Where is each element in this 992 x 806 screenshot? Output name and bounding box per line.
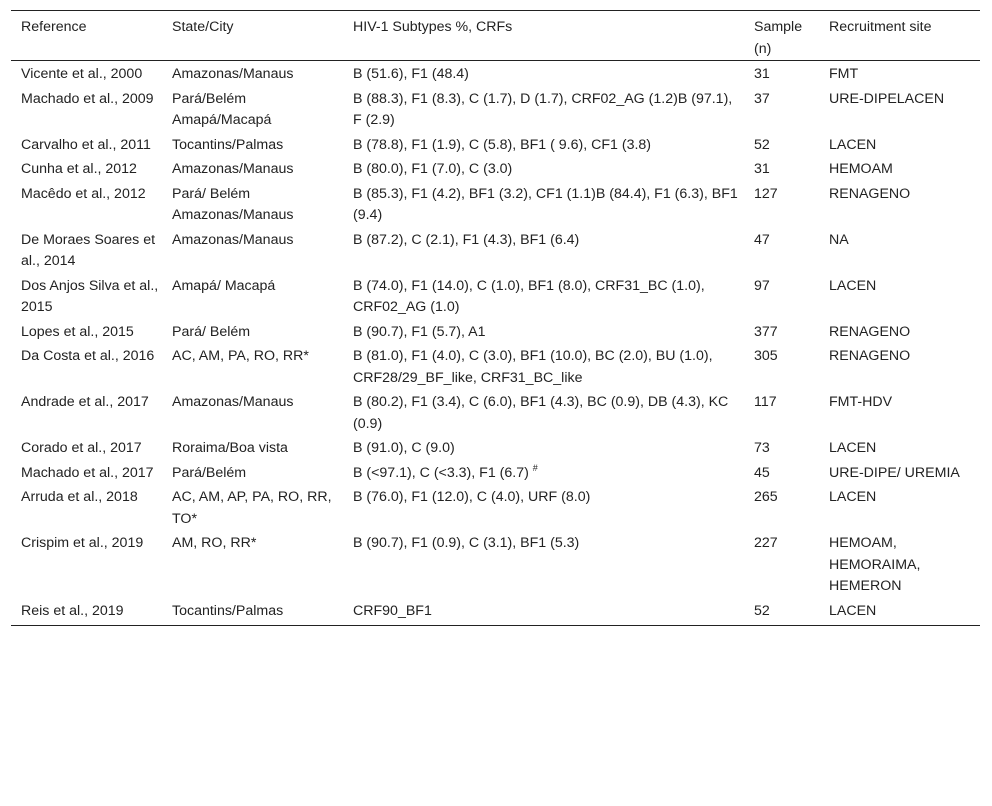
table-row	[11, 61, 980, 86]
table-row	[11, 460, 980, 485]
recruitment-site-cell	[819, 530, 980, 598]
reference-cell	[11, 460, 162, 485]
reference-cell	[11, 484, 162, 530]
reference-cell-text: Machado et al., 2017	[21, 464, 154, 481]
state-city-cell	[162, 598, 343, 626]
reference-cell	[11, 227, 162, 273]
state-city-cell-text: AC, AM, PA, RO, RR*	[172, 348, 309, 364]
sample-cell	[744, 227, 819, 273]
subtypes-cell-text: B (74.0), F1 (14.0), C (1.0), BF1 (8.0), CRF31_BC (1.0), CRF02_AG (1.0)	[353, 277, 705, 315]
header-subtypes: HIV-1 Subtypes %, CRFs	[343, 11, 744, 61]
subtypes-cell-text: B (85.3), F1 (4.2), BF1 (3.2), CF1 (1.1)B (84.4), F1 (6.3), BF1 (9.4)	[353, 185, 738, 223]
table-row	[11, 273, 980, 319]
recruitment-site-cell	[819, 61, 980, 86]
state-city-cell	[162, 389, 343, 435]
recruitment-site-cell-text: URE-DIPE/ UREMIA	[829, 464, 960, 481]
hiv-subtypes-table	[11, 10, 980, 626]
state-city-cell	[162, 227, 343, 273]
sample-cell-text: 52	[754, 136, 770, 153]
reference-cell-text: Dos Anjos Silva et al., 2015	[21, 277, 159, 315]
sample-cell	[744, 343, 819, 389]
recruitment-site-cell-text: FMT-HDV	[829, 394, 893, 410]
recruitment-site-cell	[819, 227, 980, 273]
subtypes-cell-text: B (80.0), F1 (7.0), C (3.0)	[353, 161, 513, 177]
subtypes-cell-text: B (80.2), F1 (3.4), C (6.0), BF1 (4.3), BC (0.9), DB (4.3), KC (0.9)	[353, 394, 729, 432]
sample-cell	[744, 530, 819, 598]
recruitment-site-cell	[819, 460, 980, 485]
table-row	[11, 598, 980, 626]
subtypes-cell	[343, 598, 744, 626]
state-city-cell-text: Pará/ Belém	[172, 323, 251, 340]
subtypes-cell-text: CRF90_BF1	[353, 602, 432, 619]
subtypes-cell	[343, 484, 744, 530]
state-city-cell	[162, 319, 343, 344]
reference-cell	[11, 273, 162, 319]
subtypes-cell	[343, 156, 744, 181]
subtypes-cell	[343, 435, 744, 460]
subtypes-cell-text: B (81.0), F1 (4.0), C (3.0), BF1 (10.0), BC (2.0), BU (1.0), CRF28/29_BF_like, CRF31_BC_like	[353, 348, 713, 386]
state-city-cell	[162, 343, 343, 389]
recruitment-site-cell	[819, 319, 980, 344]
subtypes-cell-text: B (78.8), F1 (1.9), C (5.8), BF1 ( 9.6), CF1 (3.8)	[353, 136, 652, 153]
subtypes-cell	[343, 86, 744, 132]
state-city-cell	[162, 484, 343, 530]
reference-cell-text: Reis et al., 2019	[21, 602, 124, 619]
state-city-cell-text: Amazonas/Manaus	[172, 394, 294, 410]
sample-cell	[744, 132, 819, 157]
footnote-marker: #	[532, 462, 538, 473]
reference-cell-text: Crispim et al., 2019	[21, 535, 144, 551]
subtypes-cell	[343, 343, 744, 389]
subtypes-cell	[343, 389, 744, 435]
table-row	[11, 86, 980, 132]
reference-cell	[11, 343, 162, 389]
reference-cell-text: Machado et al., 2009	[21, 90, 154, 107]
subtypes-cell	[343, 273, 744, 319]
recruitment-site-cell-text: HEMOAM, HEMORAIMA, HEMERON	[829, 535, 921, 594]
state-city-cell-text: Pará/Belém Amapá/Macapá	[172, 90, 272, 128]
table-row	[11, 389, 980, 435]
state-city-cell-text: Tocantins/Palmas	[172, 602, 284, 619]
state-city-cell	[162, 181, 343, 227]
sample-cell-text: 227	[754, 535, 778, 551]
recruitment-site-cell	[819, 484, 980, 530]
recruitment-site-cell	[819, 435, 980, 460]
subtypes-cell-text: B (90.7), F1 (5.7), A1	[353, 323, 486, 340]
recruitment-site-cell-text: RENAGENO	[829, 323, 911, 340]
state-city-cell	[162, 61, 343, 86]
reference-cell	[11, 61, 162, 86]
recruitment-site-cell	[819, 181, 980, 227]
recruitment-site-cell-text: RENAGENO	[829, 348, 911, 364]
state-city-cell-text: Tocantins/Palmas	[172, 136, 284, 153]
reference-cell	[11, 156, 162, 181]
sample-cell-text: 117	[754, 394, 777, 410]
recruitment-site-cell-text: FMT	[829, 66, 859, 82]
subtypes-cell	[343, 319, 744, 344]
sample-cell-text: 265	[754, 489, 778, 505]
recruitment-site-cell-text: HEMOAM	[829, 161, 893, 177]
recruitment-site-cell	[819, 389, 980, 435]
table-row	[11, 484, 980, 530]
sample-cell-text: 31	[754, 66, 770, 82]
subtypes-cell-text: B (91.0), C (9.0)	[353, 440, 455, 456]
reference-cell	[11, 435, 162, 460]
state-city-cell-text: AM, RO, RR*	[172, 535, 257, 551]
sample-cell-text: 47	[754, 231, 770, 248]
recruitment-site-cell-text: URE-DIPELACEN	[829, 90, 945, 107]
recruitment-site-cell-text: LACEN	[829, 440, 877, 456]
state-city-cell-text: Pará/Belém	[172, 464, 247, 481]
reference-cell-text: Arruda et al., 2018	[21, 489, 138, 505]
state-city-cell	[162, 460, 343, 485]
subtypes-cell	[343, 227, 744, 273]
reference-cell	[11, 132, 162, 157]
sample-cell	[744, 156, 819, 181]
subtypes-cell	[343, 460, 744, 485]
header-reference: Reference	[11, 11, 162, 61]
table-row	[11, 181, 980, 227]
table-row	[11, 530, 980, 598]
reference-cell	[11, 181, 162, 227]
recruitment-site-cell-text: LACEN	[829, 277, 877, 294]
sample-cell	[744, 181, 819, 227]
header-row	[11, 11, 980, 61]
sample-cell-text: 377	[754, 323, 778, 340]
reference-cell-text: Carvalho et al., 2011	[21, 136, 151, 153]
reference-cell-text: Andrade et al., 2017	[21, 394, 149, 410]
reference-cell-text: Corado et al., 2017	[21, 440, 142, 456]
state-city-cell-text: Roraima/Boa vista	[172, 440, 288, 456]
table-row	[11, 343, 980, 389]
state-city-cell	[162, 435, 343, 460]
recruitment-site-cell	[819, 132, 980, 157]
table-row	[11, 435, 980, 460]
state-city-cell	[162, 530, 343, 598]
recruitment-site-cell	[819, 343, 980, 389]
state-city-cell	[162, 86, 343, 132]
recruitment-site-cell-text: NA	[829, 231, 849, 248]
header-sample: Sample (n)	[744, 11, 819, 61]
reference-cell-text: Vicente et al., 2000	[21, 66, 143, 82]
sample-cell	[744, 435, 819, 460]
table-body	[11, 61, 980, 626]
subtypes-cell-text: B (76.0), F1 (12.0), C (4.0), URF (8.0)	[353, 489, 591, 505]
state-city-cell-text: Amazonas/Manaus	[172, 231, 294, 248]
reference-cell-text: Lopes et al., 2015	[21, 323, 134, 340]
state-city-cell-text: AC, AM, AP, PA, RO, RR, TO*	[172, 489, 332, 527]
subtypes-cell	[343, 132, 744, 157]
header-state-city: State/City	[162, 11, 343, 61]
sample-cell-text: 37	[754, 90, 770, 107]
state-city-cell	[162, 156, 343, 181]
reference-cell-text: De Moraes Soares et al., 2014	[21, 231, 156, 269]
state-city-cell-text: Pará/ Belém Amazonas/Manaus	[172, 185, 294, 223]
recruitment-site-cell	[819, 156, 980, 181]
recruitment-site-cell-text: LACEN	[829, 136, 877, 153]
sample-cell	[744, 389, 819, 435]
recruitment-site-cell-text: LACEN	[829, 489, 877, 505]
sample-cell	[744, 484, 819, 530]
reference-cell	[11, 319, 162, 344]
state-city-cell-text: Amazonas/Manaus	[172, 66, 294, 82]
table-row	[11, 319, 980, 344]
subtypes-cell-text: B (87.2), C (2.1), F1 (4.3), BF1 (6.4)	[353, 231, 580, 248]
reference-cell-text: Macêdo et al., 2012	[21, 185, 146, 202]
recruitment-site-cell-text: RENAGENO	[829, 185, 911, 202]
recruitment-site-cell	[819, 86, 980, 132]
sample-cell-text: 73	[754, 440, 770, 456]
table-row	[11, 156, 980, 181]
state-city-cell	[162, 132, 343, 157]
sample-cell	[744, 598, 819, 626]
subtypes-cell-text: B (<97.1), C (<3.3), F1 (6.7)	[353, 464, 533, 481]
recruitment-site-cell	[819, 273, 980, 319]
subtypes-cell-text: B (90.7), F1 (0.9), C (3.1), BF1 (5.3)	[353, 535, 580, 551]
recruitment-site-cell-text: LACEN	[829, 602, 877, 619]
state-city-cell	[162, 273, 343, 319]
state-city-cell-text: Amazonas/Manaus	[172, 161, 294, 177]
subtypes-cell-text: B (88.3), F1 (8.3), C (1.7), D (1.7), CRF02_AG (1.2)B (97.1), F (2.9)	[353, 90, 733, 128]
sample-cell	[744, 61, 819, 86]
sample-cell-text: 305	[754, 348, 778, 364]
reference-cell	[11, 530, 162, 598]
recruitment-site-cell	[819, 598, 980, 626]
table-row	[11, 227, 980, 273]
subtypes-cell	[343, 530, 744, 598]
subtypes-cell	[343, 61, 744, 86]
sample-cell-text: 97	[754, 277, 770, 294]
reference-cell	[11, 86, 162, 132]
sample-cell	[744, 460, 819, 485]
sample-cell-text: 127	[754, 185, 778, 202]
state-city-cell-text: Amapá/ Macapá	[172, 277, 276, 294]
sample-cell	[744, 273, 819, 319]
sample-cell	[744, 86, 819, 132]
reference-cell-text: Da Costa et al., 2016	[21, 348, 155, 364]
sample-cell-text: 52	[754, 602, 770, 619]
header-recruitment-site: Recruitment site	[819, 11, 980, 61]
reference-cell	[11, 389, 162, 435]
reference-cell	[11, 598, 162, 626]
sample-cell	[744, 319, 819, 344]
reference-cell-text: Cunha et al., 2012	[21, 161, 137, 177]
subtypes-cell	[343, 181, 744, 227]
subtypes-cell-text: B (51.6), F1 (48.4)	[353, 66, 469, 82]
sample-cell-text: 31	[754, 161, 770, 177]
sample-cell-text: 45	[754, 464, 770, 481]
table-row	[11, 132, 980, 157]
